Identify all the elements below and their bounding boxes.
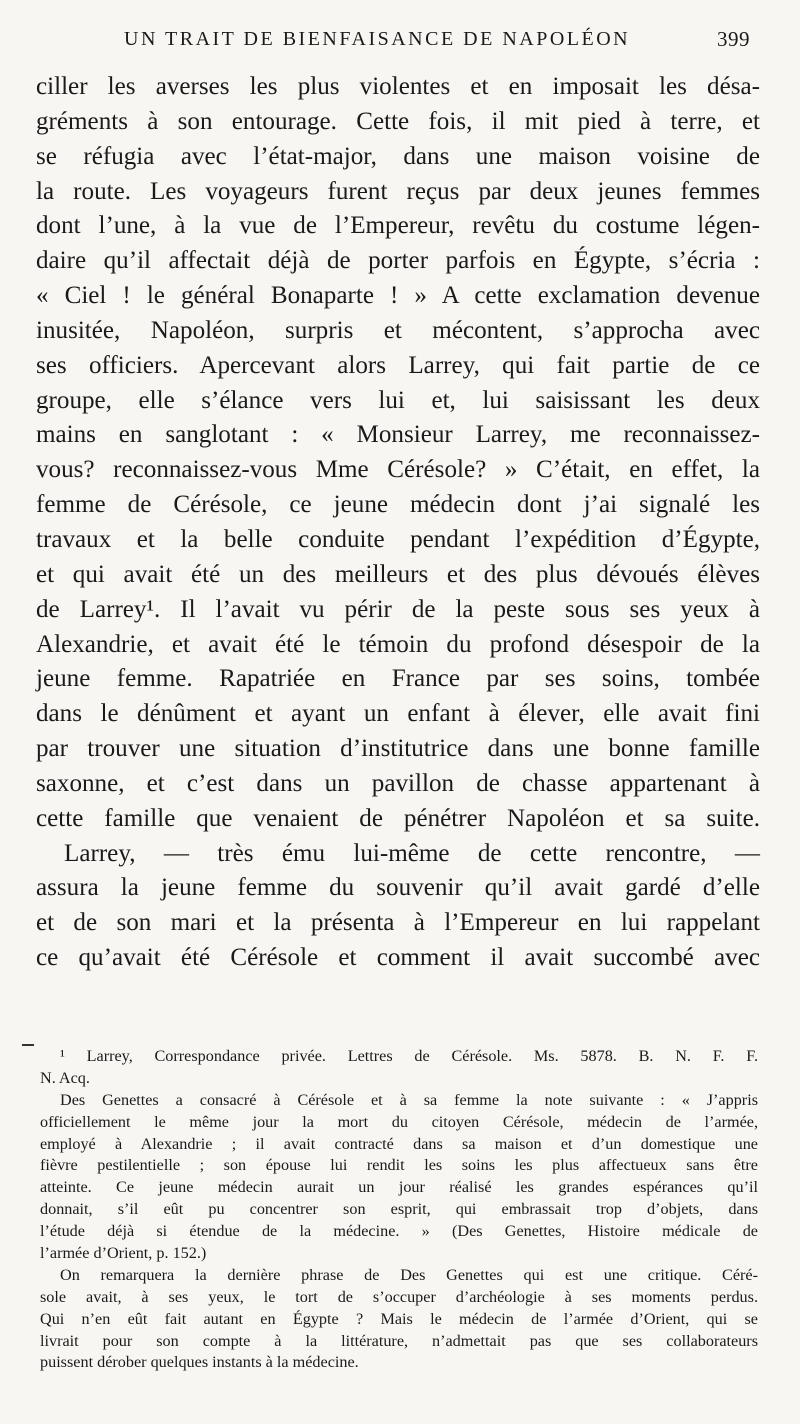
body-line: groupe, elle s’élance vers lui et, lui saisissant les deux <box>36 386 760 414</box>
body-line: daire qu’il affectait déjà de porter parfois en Égypte, s’écria : <box>36 247 760 275</box>
footnote-line: atteinte. Ce jeune médecin aurait un jour réalisé les grandes espérances qu’il <box>40 1178 758 1197</box>
body-line: mains en sanglotant : « Monsieur Larrey, me reconnaissez- <box>36 421 760 449</box>
body-line: et qui avait été un des meilleurs et des plus dévoués élèves <box>36 560 760 588</box>
footnote-separator <box>22 1044 34 1046</box>
footnote-line: donnait, s’il eût pu concentrer son esprit, qui embrassait trop d’objets, dans <box>40 1200 758 1219</box>
body-line: par trouver une situation d’institutrice dans une bonne famille <box>36 735 760 763</box>
body-line: assura la jeune femme du souvenir qu’il avait gardé d’elle <box>36 874 760 902</box>
footnote-line: livrait pour son compte à la littérature, n’admettait pas que ses collaborateurs <box>40 1331 758 1350</box>
body-line: saxonne, et c’est dans un pavillon de chasse appartenant à <box>36 769 760 797</box>
footnote-line: On remarquera la dernière phrase de Des Genettes qui est une critique. Céré- <box>60 1265 758 1284</box>
page-header <box>36 24 756 58</box>
footnotes <box>40 1046 758 1374</box>
body-line: dont l’une, à la vue de l’Empereur, revêtu du costume légen- <box>36 212 760 240</box>
footnote-line: fièvre pestilentielle ; son épouse lui rendit les soins les plus affectueux sans être <box>40 1156 758 1175</box>
page-number: 399 <box>717 27 750 51</box>
body-text <box>36 70 760 976</box>
body-line: travaux et la belle conduite pendant l’expédition d’Égypte, <box>36 525 760 553</box>
body-line: gréments à son entourage. Cette fois, il mit pied à terre, et <box>36 107 760 135</box>
body-line: ce qu’avait été Cérésole et comment il avait succombé avec <box>36 944 760 972</box>
body-line: femme de Cérésole, ce jeune médecin dont j’ai signalé les <box>36 491 760 519</box>
footnote-line: sole avait, à ses yeux, le tort de s’occuper d’archéologie à ses moments perdus. <box>40 1287 758 1306</box>
footnote-line: employé à Alexandrie ; il avait contracté dans sa maison et d’un domestique une <box>40 1134 758 1153</box>
body-line: Alexandrie, et avait été le témoin du profond désespoir de la <box>36 630 760 658</box>
body-line: la route. Les voyageurs furent reçus par deux jeunes femmes <box>36 177 760 205</box>
footnote-line: Qui n’en eût fait autant en Égypte ? Mais le médecin de l’armée d’Orient, qui se <box>40 1309 758 1328</box>
body-line: inusitée, Napoléon, surpris et mécontent, s’approcha avec <box>36 316 760 344</box>
footnote-line: ¹ Larrey, Correspondance privée. Lettres de Cérésole. Ms. 5878. B. N. F. F. <box>60 1047 758 1065</box>
body-line: ciller les averses les plus violentes et en imposait les désa- <box>36 73 760 100</box>
body-line: ses officiers. Apercevant alors Larrey, qui fait partie de ce <box>36 351 760 379</box>
footnote-line: Des Genettes a consacré à Cérésole et à sa femme la note suivante : « J’appris <box>60 1090 758 1109</box>
footnote-line: l’armée d’Orient, p. 152.) <box>40 1244 207 1263</box>
body-line: dans le dénûment et ayant un enfant à élever, elle avait fini <box>36 700 760 728</box>
body-line: de Larrey¹. Il l’avait vu périr de la peste sous ses yeux à <box>36 595 760 623</box>
body-line: et de son mari et la présenta à l’Empereur en lui rappelant <box>36 909 760 937</box>
body-line: cette famille que venaient de pénétrer Napoléon et sa suite. <box>36 804 760 832</box>
body-line: se réfugia avec l’état-major, dans une maison voisine de <box>36 142 760 170</box>
body-line: vous? reconnaissez-vous Mme Cérésole? » C’était, en effet, la <box>36 456 760 484</box>
body-line: Larrey, — très ému lui-même de cette rencontre, — <box>64 839 760 867</box>
body-line: jeune femme. Rapatriée en France par ses soins, tombée <box>36 665 760 693</box>
body-line: « Ciel ! le général Bonaparte ! » A cette exclamation devenue <box>36 282 760 310</box>
footnote-line: puissent dérober quelques instants à la médecine. <box>40 1353 359 1372</box>
footnote-line: officiellement le même jour la mort du citoyen Cérésole, médecin de l’armée, <box>40 1112 758 1131</box>
running-head: UN TRAIT DE BIENFAISANCE DE NAPOLÉON <box>124 28 631 50</box>
footnote-line: N. Acq. <box>40 1068 90 1087</box>
footnote-line: l’étude déjà si étendue de la médecine. » (Des Genettes, Histoire médicale de <box>40 1222 758 1241</box>
